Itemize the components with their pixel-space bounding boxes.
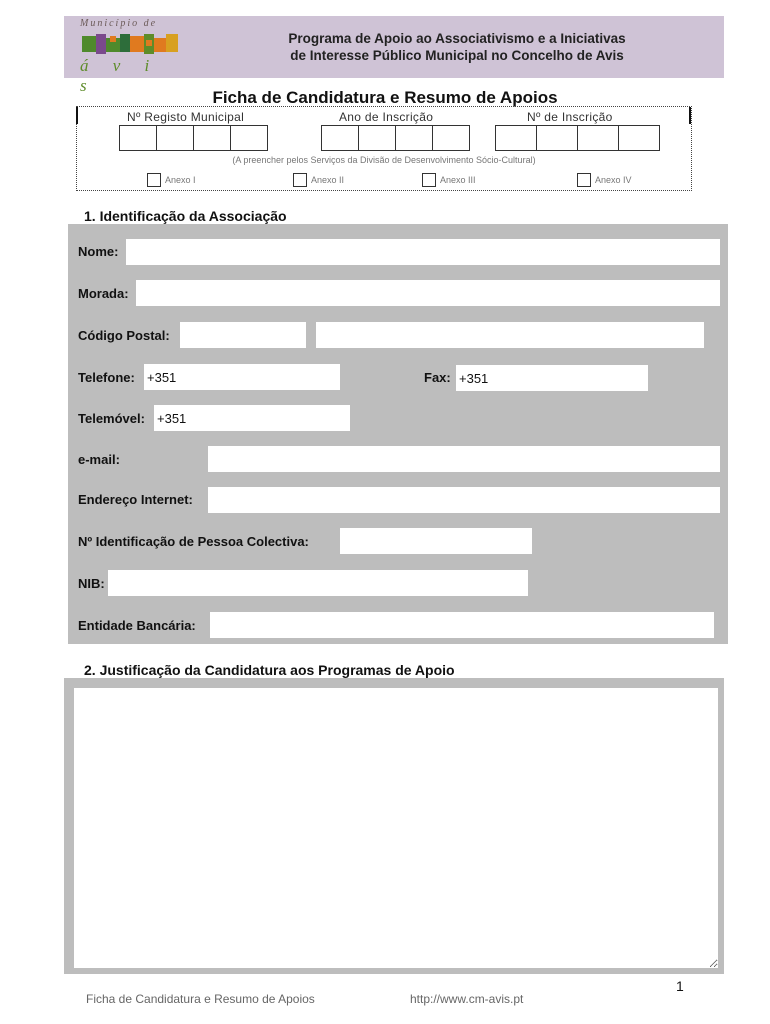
section-2-title: 2. Justificação da Candidatura aos Programas de Apoio bbox=[84, 662, 455, 678]
ano-cell[interactable] bbox=[358, 125, 396, 151]
telefone-label: Telefone: bbox=[78, 370, 135, 385]
anexo-ii-checkbox[interactable] bbox=[293, 173, 307, 187]
anexo-i-option[interactable] bbox=[147, 173, 196, 187]
program-title-line-2: de Interesse Público Municipal no Concelho de Avis bbox=[290, 48, 624, 63]
email-input[interactable] bbox=[208, 446, 720, 472]
anexo-iv-option[interactable] bbox=[577, 173, 632, 187]
page-number: 1 bbox=[676, 978, 684, 994]
anexo-ii-label: Anexo II bbox=[311, 175, 345, 185]
ano-inscricao-cells bbox=[321, 125, 470, 149]
codigo-postal-input[interactable] bbox=[180, 322, 306, 348]
nib-label: NIB: bbox=[78, 576, 105, 591]
anexo-iii-label: Anexo III bbox=[440, 175, 476, 185]
fax-label: Fax: bbox=[424, 370, 451, 385]
anexo-iv-checkbox[interactable] bbox=[577, 173, 591, 187]
registo-cell[interactable] bbox=[119, 125, 157, 151]
endereco-internet-label: Endereço Internet: bbox=[78, 492, 193, 507]
inscricao-cell[interactable] bbox=[495, 125, 537, 151]
registo-municipal-cells bbox=[119, 125, 268, 149]
registo-cell[interactable] bbox=[156, 125, 194, 151]
telemovel-label: Telemóvel: bbox=[78, 411, 145, 426]
anexo-i-checkbox[interactable] bbox=[147, 173, 161, 187]
program-title bbox=[222, 30, 692, 64]
identification-panel bbox=[68, 224, 728, 644]
endereco-internet-input[interactable] bbox=[208, 487, 720, 513]
ano-cell[interactable] bbox=[432, 125, 470, 151]
registo-cell[interactable] bbox=[193, 125, 231, 151]
logo-mosaic-icon bbox=[82, 34, 178, 54]
entidade-bancaria-input[interactable] bbox=[210, 612, 714, 638]
inscricao-cell[interactable] bbox=[536, 125, 578, 151]
ano-inscricao-label: Ano de Inscrição bbox=[339, 110, 434, 124]
inscricao-cell[interactable] bbox=[577, 125, 619, 151]
morada-label: Morada: bbox=[78, 286, 129, 301]
registo-cell[interactable] bbox=[230, 125, 268, 151]
nipc-input[interactable] bbox=[340, 528, 532, 554]
anexo-i-label: Anexo I bbox=[165, 175, 196, 185]
section-1-title: 1. Identificação da Associação bbox=[84, 208, 287, 224]
form-title: Ficha de Candidatura e Resumo de Apoios bbox=[212, 88, 558, 107]
anexo-ii-option[interactable] bbox=[293, 173, 344, 187]
nome-label: Nome: bbox=[78, 244, 119, 259]
morada-input[interactable] bbox=[136, 280, 720, 306]
nib-input[interactable] bbox=[108, 570, 528, 596]
municipality-logo bbox=[80, 18, 180, 95]
numero-inscricao-label: Nº de Inscrição bbox=[527, 110, 613, 124]
email-label: e-mail: bbox=[78, 452, 120, 467]
registry-note: (A preencher pelos Serviços da Divisão de Desenvolvimento Sócio-Cultural) bbox=[232, 155, 536, 165]
anexo-iii-checkbox[interactable] bbox=[422, 173, 436, 187]
telefone-input[interactable] bbox=[144, 364, 340, 390]
program-title-line-1: Programa de Apoio ao Associativismo e a Iniciativas bbox=[288, 31, 626, 46]
footer-document-title: Ficha de Candidatura e Resumo de Apoios bbox=[86, 992, 315, 1006]
footer-website: http://www.cm-avis.pt bbox=[410, 992, 524, 1006]
registry-box-right-bar bbox=[689, 107, 691, 124]
ano-cell[interactable] bbox=[395, 125, 433, 151]
inscricao-cell[interactable] bbox=[618, 125, 660, 151]
localidade-input[interactable] bbox=[316, 322, 704, 348]
nipc-label: Nº Identificação de Pessoa Colectiva: bbox=[78, 534, 309, 549]
entidade-bancaria-label: Entidade Bancária: bbox=[78, 618, 196, 633]
numero-inscricao-cells bbox=[495, 125, 660, 149]
registry-box bbox=[76, 106, 692, 191]
fax-input[interactable] bbox=[456, 365, 648, 391]
logo-top-text: Município de bbox=[80, 18, 158, 29]
registo-municipal-label: Nº Registo Municipal bbox=[127, 110, 245, 124]
justification-textarea[interactable] bbox=[74, 688, 718, 968]
nome-input[interactable] bbox=[126, 239, 720, 265]
logo-bottom-text: á v i s bbox=[80, 56, 160, 95]
telemovel-input[interactable] bbox=[154, 405, 350, 431]
codigo-postal-label: Código Postal: bbox=[78, 328, 170, 343]
anexo-iii-option[interactable] bbox=[422, 173, 476, 187]
justification-panel bbox=[64, 678, 724, 974]
anexo-iv-label: Anexo IV bbox=[595, 175, 632, 185]
registry-box-left-bar bbox=[76, 107, 78, 124]
ano-cell[interactable] bbox=[321, 125, 359, 151]
